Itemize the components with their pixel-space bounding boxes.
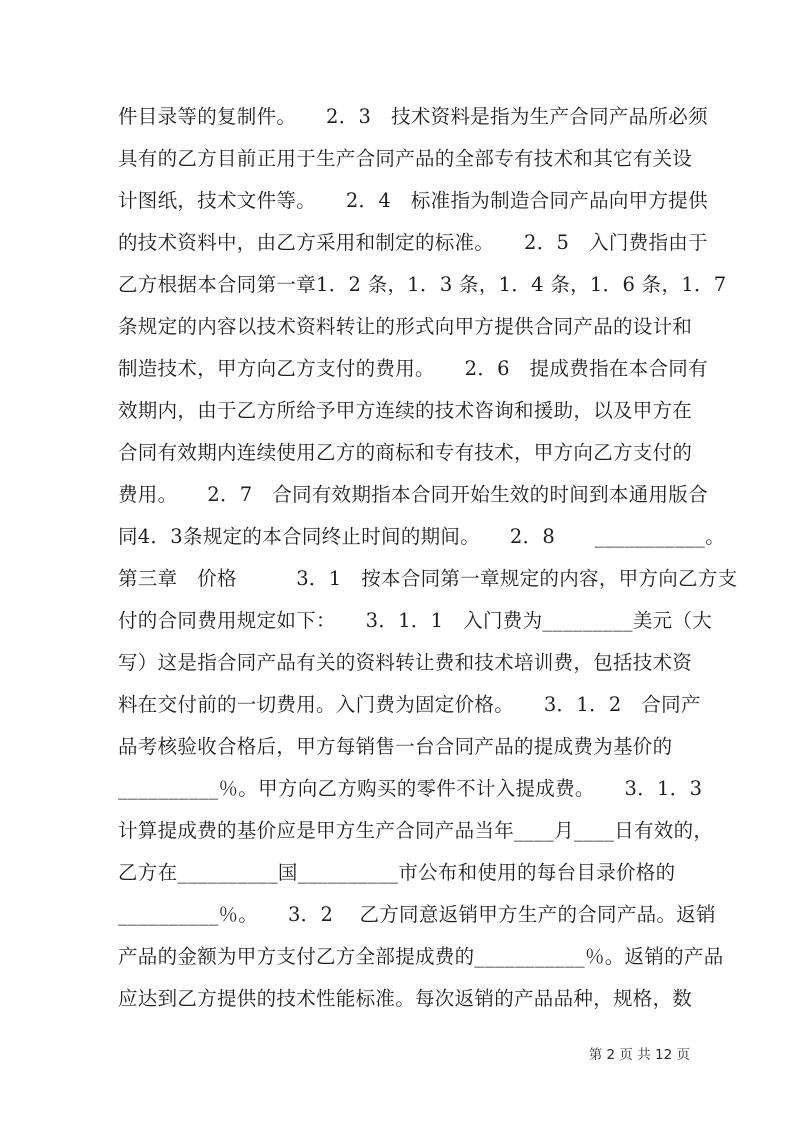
text-line: 乙方根据本合同第一章1．2 条，1．3 条，1．4 条，1．6 条，1．7: [118, 273, 727, 296]
text-line: 计图纸，技术文件等。 2．4 标准指为制造合同产品向甲方提供: [118, 189, 708, 212]
text-line: 条规定的内容以技术资料转让的形式向甲方提供合同产品的设计和: [118, 315, 693, 338]
text-line: __________％。甲方向乙方购买的零件不计入提成费。 3．1．3: [118, 777, 703, 800]
text-line: 同4．3条规定的本合同终止时间的期间。 2．8 ___________。: [118, 525, 726, 548]
text-line: __________％。 3．2 乙方同意返销甲方生产的合同产品。返销: [118, 903, 716, 926]
text-line: 的技术资料中，由乙方采用和制定的标准。 2．5 入门费指由于: [118, 231, 708, 254]
text-line: 费用。 2．7 合同有效期指本合同开始生效的时间到本通用版合: [118, 483, 708, 506]
text-line: 写）这是指合同产品有关的资料转让费和技术培训费，包括技术资: [118, 651, 693, 674]
text-line: 产品的金额为甲方支付乙方全部提成费的___________％。返销的产品: [118, 945, 724, 968]
page-footer: 第 2 页 共 12 页: [588, 1047, 690, 1063]
text-line: 品考核验收合格后，甲方每销售一台合同产品的提成费为基价的: [118, 735, 673, 758]
text-line: 乙方在__________国__________市公布和使用的每台目录价格的: [118, 861, 676, 884]
text-line: 件目录等的复制件。 2．3 技术资料是指为生产合同产品所必须: [118, 105, 708, 128]
text-line: 制造技术，甲方向乙方支付的费用。 2．6 提成费指在本合同有: [118, 357, 708, 380]
text-line: 料在交付前的一切费用。入门费为固定价格。 3．1．2 合同产: [118, 693, 701, 716]
text-line: 效期内，由于乙方所给予甲方连续的技术咨询和援助，以及甲方在: [118, 399, 693, 422]
text-line: 具有的乙方目前正用于生产合同产品的全部专有技术和其它有关设: [118, 147, 693, 170]
text-line: 合同有效期内连续使用乙方的商标和专有技术，甲方向乙方支付的: [118, 441, 693, 464]
document-body: [118, 96, 738, 1020]
text-line: 付的合同费用规定如下： 3．1．1 入门费为_________美元（大: [118, 609, 713, 632]
text-line: 计算提成费的基价应是甲方生产合同产品当年____月____日有效的，: [118, 819, 714, 842]
text-line: 应达到乙方提供的技术性能标准。每次返销的产品品种，规格，数: [118, 987, 693, 1010]
text-line: 第三章 价格 3．1 按本合同第一章规定的内容，甲方向乙方支: [118, 567, 738, 590]
